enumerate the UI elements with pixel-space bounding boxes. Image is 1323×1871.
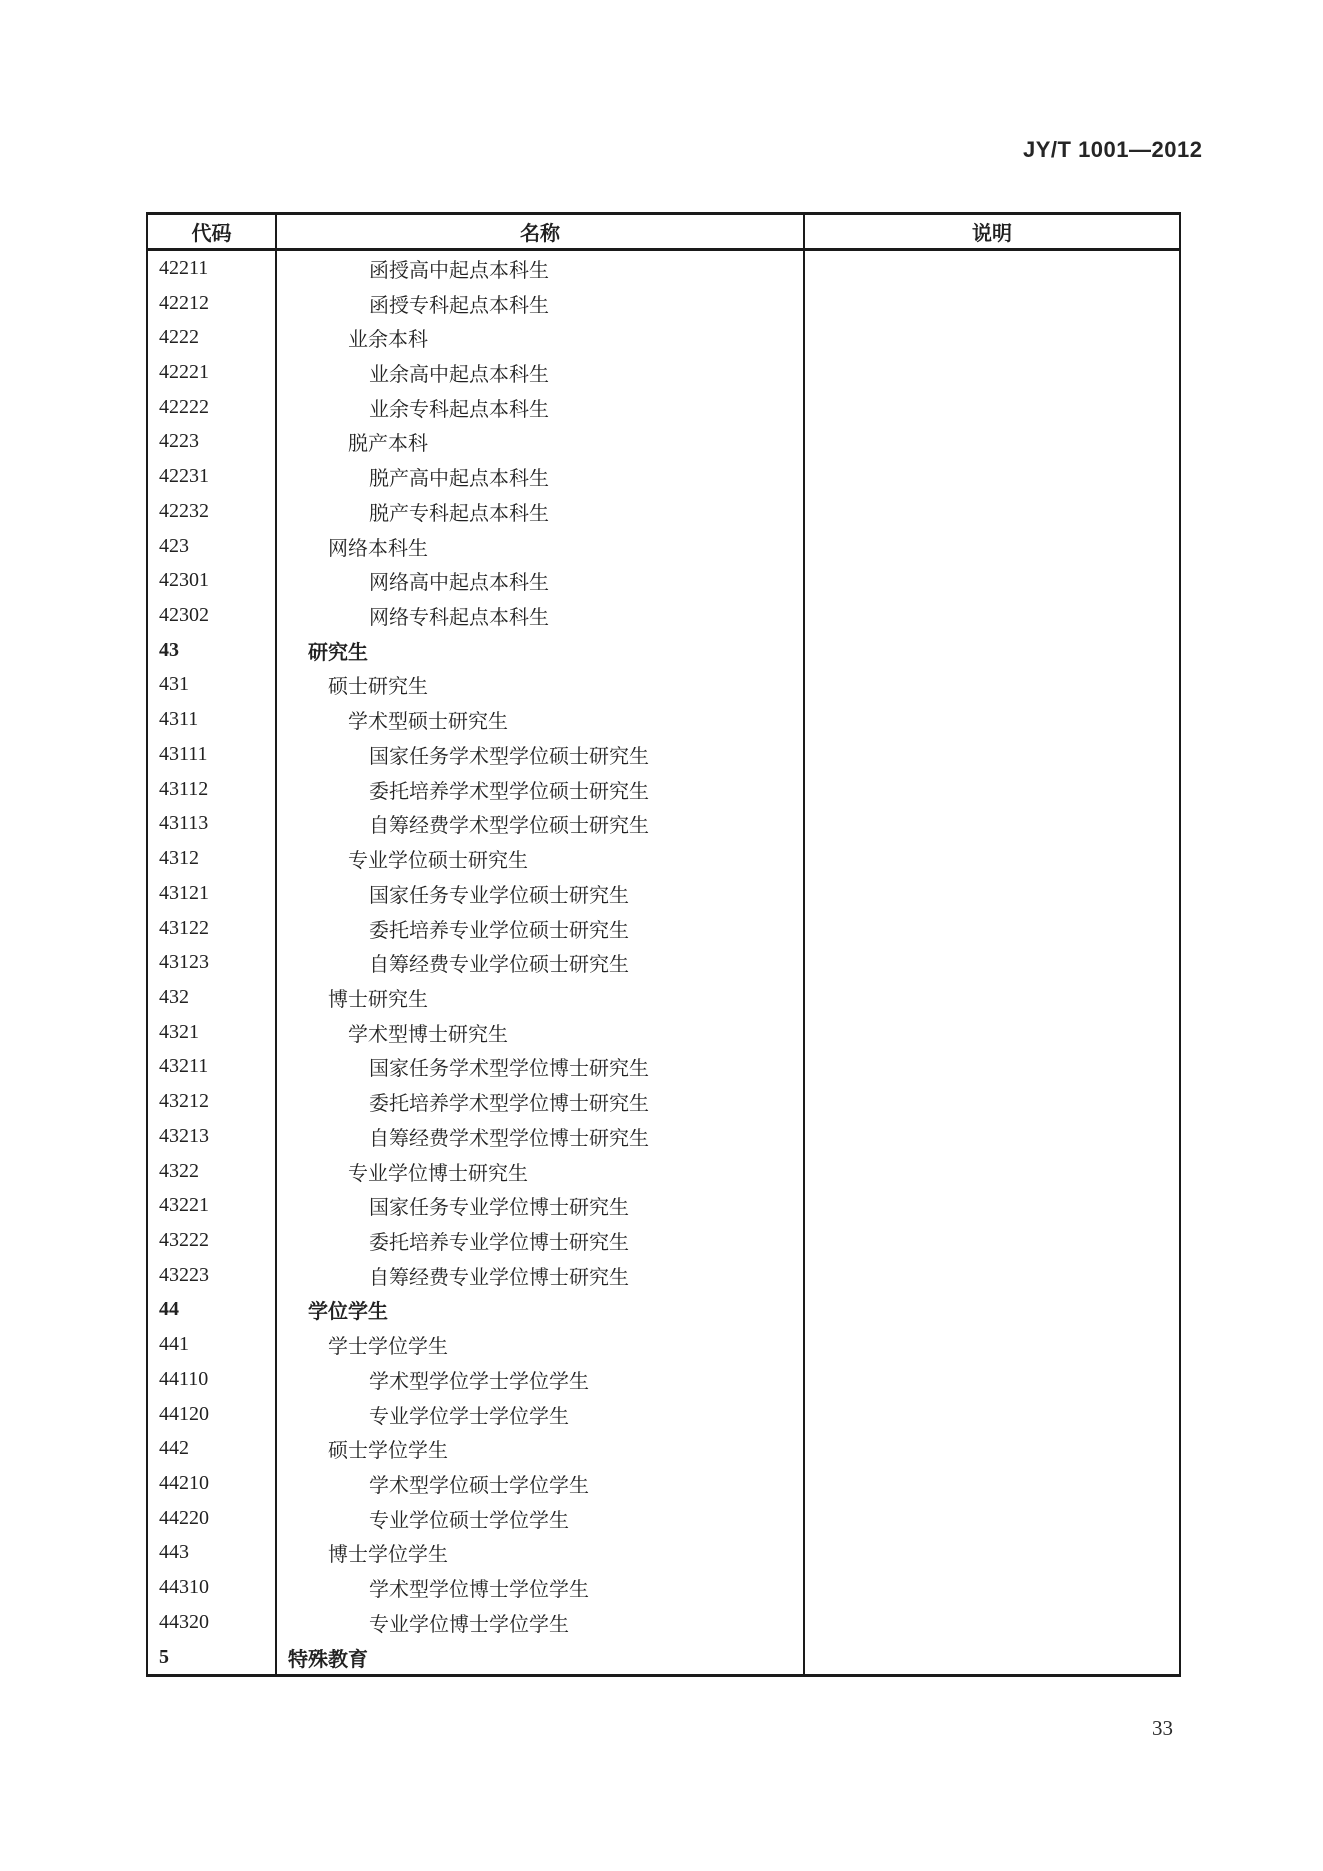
table-row	[148, 425, 1179, 460]
table-row	[148, 841, 1179, 876]
table-row	[148, 563, 1179, 598]
desc-cell	[805, 286, 1179, 321]
code-cell: 431	[148, 668, 277, 703]
name-cell: 学术型博士研究生	[277, 1015, 805, 1050]
table-row	[148, 1466, 1179, 1501]
name-cell: 学术型学位博士学位学生	[277, 1570, 805, 1605]
table-row	[148, 737, 1179, 772]
table-row	[148, 286, 1179, 321]
desc-cell	[805, 1154, 1179, 1189]
desc-cell	[805, 355, 1179, 390]
table-body	[148, 251, 1179, 1674]
table-row	[148, 1570, 1179, 1605]
desc-cell	[805, 807, 1179, 842]
name-cell: 自筹经费学术型学位博士研究生	[277, 1119, 805, 1154]
page-number: 33	[1152, 1716, 1173, 1740]
name-cell: 自筹经费学术型学位硕士研究生	[277, 807, 805, 842]
desc-cell	[805, 1188, 1179, 1223]
table-row	[148, 1223, 1179, 1258]
code-cell: 43222	[148, 1223, 277, 1258]
table-row	[148, 1605, 1179, 1640]
code-cell: 43221	[148, 1188, 277, 1223]
name-cell: 学术型学位学士学位学生	[277, 1362, 805, 1397]
table-row	[148, 459, 1179, 494]
code-cell: 44310	[148, 1570, 277, 1605]
code-cell: 43211	[148, 1050, 277, 1085]
name-cell: 函授专科起点本科生	[277, 286, 805, 321]
name-cell: 委托培养专业学位硕士研究生	[277, 911, 805, 946]
desc-cell	[805, 1605, 1179, 1640]
name-cell: 特殊教育	[277, 1640, 805, 1675]
table-row	[148, 1640, 1179, 1675]
code-cell: 4321	[148, 1015, 277, 1050]
desc-cell	[805, 1015, 1179, 1050]
table-row	[148, 945, 1179, 980]
table-row	[148, 1188, 1179, 1223]
desc-cell	[805, 945, 1179, 980]
code-cell: 42221	[148, 355, 277, 390]
code-cell: 43112	[148, 772, 277, 807]
desc-cell	[805, 1327, 1179, 1362]
code-cell: 4312	[148, 841, 277, 876]
code-cell: 43212	[148, 1084, 277, 1119]
desc-cell	[805, 772, 1179, 807]
table-row	[148, 1015, 1179, 1050]
name-cell: 业余本科	[277, 320, 805, 355]
desc-cell	[805, 251, 1179, 286]
code-cell: 43121	[148, 876, 277, 911]
code-cell: 44110	[148, 1362, 277, 1397]
code-cell: 4311	[148, 702, 277, 737]
name-cell: 博士学位学生	[277, 1536, 805, 1571]
name-cell: 专业学位硕士研究生	[277, 841, 805, 876]
code-cell: 42211	[148, 251, 277, 286]
name-cell: 脱产本科	[277, 425, 805, 460]
code-cell: 43111	[148, 737, 277, 772]
code-cell: 5	[148, 1640, 277, 1675]
table-row	[148, 1154, 1179, 1189]
code-cell: 42302	[148, 598, 277, 633]
name-cell: 专业学位学士学位学生	[277, 1397, 805, 1432]
desc-cell	[805, 1570, 1179, 1605]
desc-cell	[805, 320, 1179, 355]
code-cell: 42231	[148, 459, 277, 494]
header-code: 代码	[148, 215, 277, 248]
code-cell: 432	[148, 980, 277, 1015]
name-cell: 学位学生	[277, 1293, 805, 1328]
desc-cell	[805, 1258, 1179, 1293]
desc-cell	[805, 702, 1179, 737]
table-row	[148, 1431, 1179, 1466]
desc-cell	[805, 1293, 1179, 1328]
name-cell: 委托培养学术型学位硕士研究生	[277, 772, 805, 807]
code-table	[146, 212, 1181, 1677]
table-row	[148, 1258, 1179, 1293]
name-cell: 委托培养专业学位博士研究生	[277, 1223, 805, 1258]
desc-cell	[805, 737, 1179, 772]
desc-cell	[805, 425, 1179, 460]
code-cell: 442	[148, 1431, 277, 1466]
code-cell: 42232	[148, 494, 277, 529]
table-row	[148, 390, 1179, 425]
name-cell: 国家任务专业学位博士研究生	[277, 1188, 805, 1223]
table-row	[148, 529, 1179, 564]
name-cell: 国家任务专业学位硕士研究生	[277, 876, 805, 911]
name-cell: 网络本科生	[277, 529, 805, 564]
name-cell: 专业学位硕士学位学生	[277, 1501, 805, 1536]
name-cell: 委托培养学术型学位博士研究生	[277, 1084, 805, 1119]
table-row	[148, 1327, 1179, 1362]
name-cell: 硕士学位学生	[277, 1431, 805, 1466]
desc-cell	[805, 390, 1179, 425]
name-cell: 专业学位博士研究生	[277, 1154, 805, 1189]
table-row	[148, 807, 1179, 842]
desc-cell	[805, 1050, 1179, 1085]
code-cell: 42301	[148, 563, 277, 598]
code-cell: 44	[148, 1293, 277, 1328]
desc-cell	[805, 1119, 1179, 1154]
name-cell: 业余高中起点本科生	[277, 355, 805, 390]
name-cell: 脱产专科起点本科生	[277, 494, 805, 529]
table-row	[148, 598, 1179, 633]
code-cell: 42212	[148, 286, 277, 321]
desc-cell	[805, 1397, 1179, 1432]
desc-cell	[805, 911, 1179, 946]
table-row	[148, 911, 1179, 946]
desc-cell	[805, 1362, 1179, 1397]
table-row	[148, 1119, 1179, 1154]
table-row	[148, 1362, 1179, 1397]
table-row	[148, 1501, 1179, 1536]
desc-cell	[805, 1501, 1179, 1536]
name-cell: 学术型学位硕士学位学生	[277, 1466, 805, 1501]
desc-cell	[805, 529, 1179, 564]
name-cell: 自筹经费专业学位博士研究生	[277, 1258, 805, 1293]
name-cell: 学术型硕士研究生	[277, 702, 805, 737]
table-row	[148, 876, 1179, 911]
name-cell: 博士研究生	[277, 980, 805, 1015]
desc-cell	[805, 668, 1179, 703]
standard-number: JY/T 1001—2012	[1023, 137, 1203, 162]
desc-cell	[805, 1084, 1179, 1119]
table-header-row	[148, 215, 1179, 251]
table-row	[148, 494, 1179, 529]
table-row	[148, 1050, 1179, 1085]
name-cell: 网络专科起点本科生	[277, 598, 805, 633]
code-cell: 43213	[148, 1119, 277, 1154]
table-row	[148, 668, 1179, 703]
desc-cell	[805, 563, 1179, 598]
code-cell: 44320	[148, 1605, 277, 1640]
name-cell: 专业学位博士学位学生	[277, 1605, 805, 1640]
table-row	[148, 1084, 1179, 1119]
code-cell: 441	[148, 1327, 277, 1362]
table-row	[148, 772, 1179, 807]
header-name: 名称	[277, 215, 805, 248]
table-row	[148, 320, 1179, 355]
name-cell: 网络高中起点本科生	[277, 563, 805, 598]
name-cell: 函授高中起点本科生	[277, 251, 805, 286]
desc-cell	[805, 598, 1179, 633]
table-row	[148, 1293, 1179, 1328]
code-cell: 443	[148, 1536, 277, 1571]
desc-cell	[805, 1640, 1179, 1675]
desc-cell	[805, 494, 1179, 529]
table-row	[148, 1536, 1179, 1571]
table-row	[148, 702, 1179, 737]
table-row	[148, 251, 1179, 286]
code-cell: 43123	[148, 945, 277, 980]
table-row	[148, 980, 1179, 1015]
name-cell: 国家任务学术型学位硕士研究生	[277, 737, 805, 772]
desc-cell	[805, 1223, 1179, 1258]
code-cell: 4222	[148, 320, 277, 355]
code-cell: 4223	[148, 425, 277, 460]
desc-cell	[805, 1431, 1179, 1466]
name-cell: 国家任务学术型学位博士研究生	[277, 1050, 805, 1085]
name-cell: 学士学位学生	[277, 1327, 805, 1362]
desc-cell	[805, 876, 1179, 911]
code-cell: 4322	[148, 1154, 277, 1189]
desc-cell	[805, 841, 1179, 876]
desc-cell	[805, 1466, 1179, 1501]
code-cell: 42222	[148, 390, 277, 425]
code-cell: 44210	[148, 1466, 277, 1501]
desc-cell	[805, 1536, 1179, 1571]
desc-cell	[805, 980, 1179, 1015]
code-cell: 44120	[148, 1397, 277, 1432]
code-cell: 44220	[148, 1501, 277, 1536]
table-row	[148, 633, 1179, 668]
desc-cell	[805, 633, 1179, 668]
name-cell: 硕士研究生	[277, 668, 805, 703]
code-cell: 43113	[148, 807, 277, 842]
code-cell: 43122	[148, 911, 277, 946]
table-row	[148, 1397, 1179, 1432]
name-cell: 研究生	[277, 633, 805, 668]
code-cell: 43	[148, 633, 277, 668]
name-cell: 自筹经费专业学位硕士研究生	[277, 945, 805, 980]
code-cell: 43223	[148, 1258, 277, 1293]
desc-cell	[805, 459, 1179, 494]
code-cell: 423	[148, 529, 277, 564]
name-cell: 脱产高中起点本科生	[277, 459, 805, 494]
table-row	[148, 355, 1179, 390]
header-desc: 说明	[972, 223, 1012, 245]
name-cell: 业余专科起点本科生	[277, 390, 805, 425]
